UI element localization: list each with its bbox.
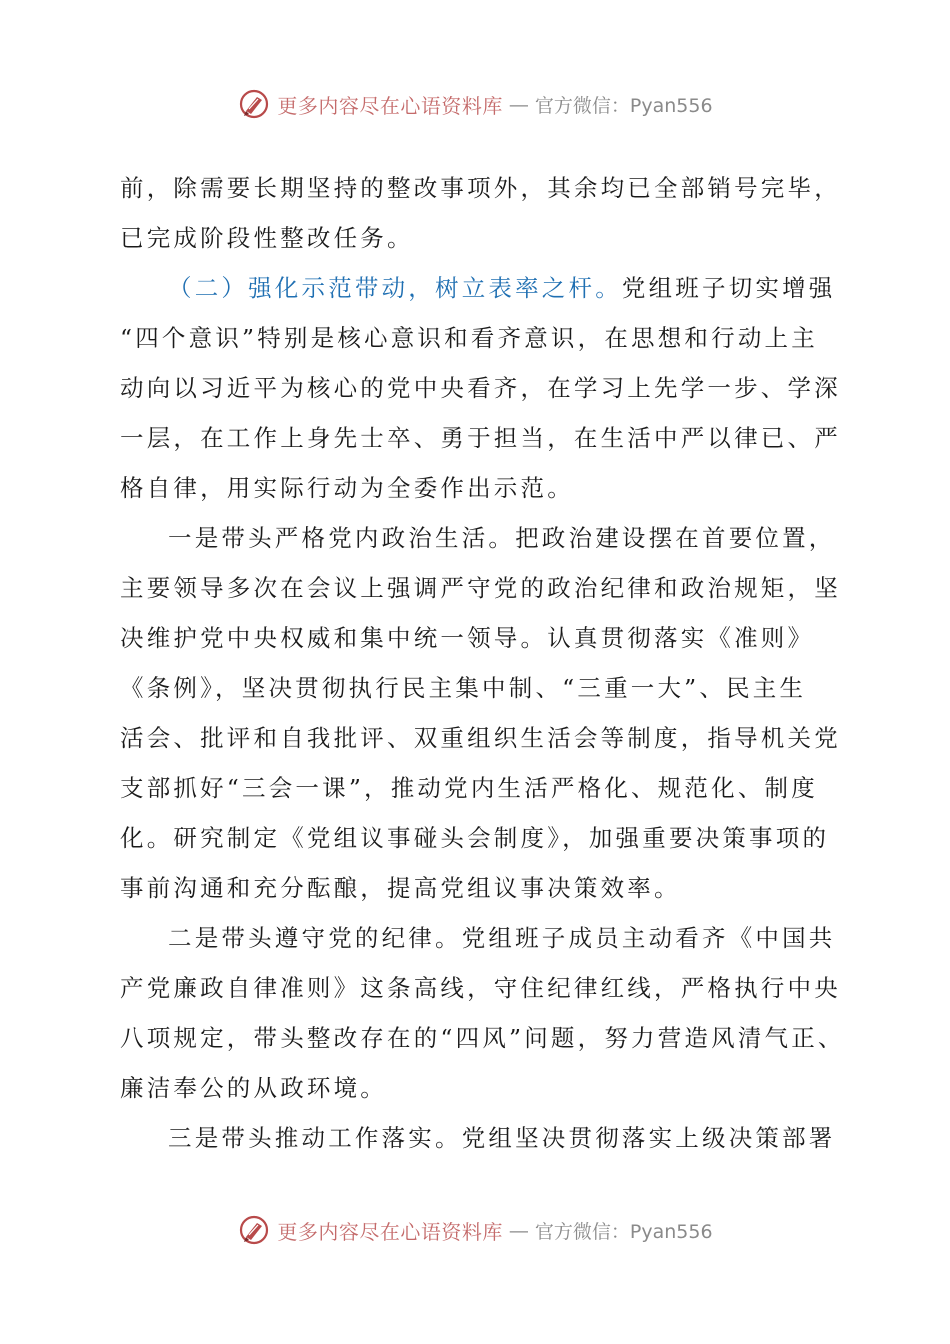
text-line: 主要领导多次在会议上强调严守党的政治纪律和政治规矩，坚 xyxy=(120,574,841,602)
text-line: 化。研究制定《党组议事碰头会制度》，加强重要决策事项的 xyxy=(120,824,830,852)
footer-watermark xyxy=(0,1210,950,1250)
watermark-contact: 官方微信：Pyan556 xyxy=(534,94,713,117)
paragraph-start-line: 一是带头严格党内政治生活。把政治建设摆在首要位置， xyxy=(168,524,836,552)
watermark-brand: 更多内容尽在心语资料库 xyxy=(277,93,503,118)
text-line: “四个意识”特别是核心意识和看齐意识，在思想和行动上主 xyxy=(120,324,818,352)
section-heading: （二）强化示范带动，树立表率之杆。 xyxy=(168,274,622,302)
text-line: 八项规定，带头整改存在的“四风”问题，努力营造风清气正、 xyxy=(120,1024,845,1052)
watermark-contact: 官方微信：Pyan556 xyxy=(534,1220,713,1243)
text-line: 《条例》，坚决贯彻执行民主集中制、“三重一大”、民主生 xyxy=(120,674,807,702)
text-line: 已完成阶段性整改任务。 xyxy=(120,224,414,252)
text-line: 事前沟通和充分酝酿，提高党组议事决策效率。 xyxy=(120,874,681,902)
document-body xyxy=(120,163,845,1163)
watermark-dash: — xyxy=(508,1218,529,1242)
text-line: 产党廉政自律准则》这条高线，守住纪律红线，严格执行中央 xyxy=(120,974,841,1002)
pen-nib-logo-icon xyxy=(237,1213,271,1247)
watermark-dash: — xyxy=(508,92,529,116)
text-line: 活会、批评和自我批评、双重组织生活会等制度，指导机关党 xyxy=(120,724,841,752)
text-line: 格自律，用实际行动为全委作出示范。 xyxy=(120,474,574,502)
pen-nib-logo-icon xyxy=(237,87,271,121)
text-line: 动向以习近平为核心的党中央看齐，在学习上先学一步、学深 xyxy=(120,374,841,402)
text-line: 决维护党中央权威和集中统一领导。认真贯彻落实《准则》 xyxy=(120,624,815,652)
header-watermark xyxy=(0,84,950,124)
paragraph-start-line: 二是带头遵守党的纪律。党组班子成员主动看齐《中国共 xyxy=(168,924,836,952)
text-line: 支部抓好“三会一课”，推动党内生活严格化、规范化、制度 xyxy=(120,774,818,802)
text-line: 一层，在工作上身先士卒、勇于担当，在生活中严以律已、严 xyxy=(120,424,841,452)
section-heading-line xyxy=(120,263,838,313)
section-heading-text: 党组班子切实增强 xyxy=(621,274,836,302)
watermark-brand: 更多内容尽在心语资料库 xyxy=(277,1219,503,1244)
text-line: 廉洁奉公的从政环境。 xyxy=(120,1074,387,1102)
text-line: 前，除需要长期坚持的整改事项外，其余均已全部销号完毕， xyxy=(120,174,841,202)
paragraph-start-line: 三是带头推动工作落实。党组坚决贯彻落实上级决策部署 xyxy=(168,1124,836,1152)
